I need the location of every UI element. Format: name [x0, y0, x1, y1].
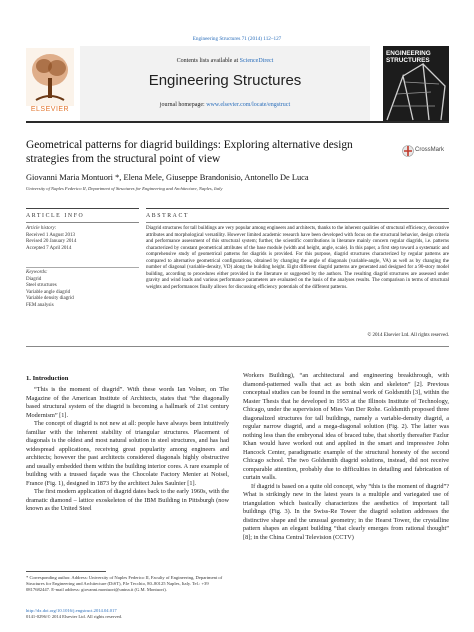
keyword-item: Diagrid [26, 276, 42, 282]
abstract-copyright: © 2014 Elsevier Ltd. All rights reserved. [367, 333, 449, 338]
footnote-rule [26, 571, 106, 572]
abstract-text: Diagrid structures for tall buildings are very popular among engineers and architects, thanks to the inherent qualities of structural efficiency, decorative attributes and morphological versatility. However limited academic research have been developed with focus on the structural behavior, design criteria and performance assessment of this structural system; further, the scientific contributions in literature mainly concern regular diagrids, i.e. patterns characterized by constant geometrical attributes of the base module (width and height, angle, scale). In this paper, a first step toward a systematic and comprehensive study of geometrical patterns for diagrids is provided. For this purpose, diagrid structures characterized by regular patterns are compared to alternative geometrical configurations, obtained by changing the angle of diagonals (variable-angle, VA) as well as by changing the number of diagonal (variable-density, VD) along the building height. Eight different diagrid patterns are generated and designed for a 90-story model building, according to procedures either provided in the literature or suggested by the authors. The resulting diagrid structures are assessed under gravity and wind loads and various performance parameters are evaluated on the basis of the analyses results. The comparison in terms of structural weights and performances finally allows for discussing efficiency potentials of the different patterns. [146, 226, 449, 290]
abstract-rule [146, 222, 449, 223]
header-divider [26, 121, 449, 123]
journal-homepage-line [80, 102, 370, 108]
paper-title: Geometrical patterns for diagrid buildings: Exploring alternative design strategies from the structural point of view [26, 139, 353, 165]
keyword-item: Variable density diagrid [26, 296, 74, 302]
body-column-left [26, 386, 229, 514]
keywords-block [26, 270, 139, 310]
author-affiliation: University of Naples Federico II, Department of Structures for Engineering and Architecture, Naples, Italy [26, 186, 223, 191]
homepage-link[interactable]: www.elsevier.com/locate/engstruct [206, 102, 291, 108]
abstract-top-rule [146, 208, 449, 209]
elsevier-tree-logo-icon [26, 48, 74, 106]
corresponding-author-footnote: * Corresponding author. Address: University of Naples Federico II, Faculty of Engineering, Department of Structures for Engineering and Architecture (DiST), P.le Tecchio, 80–80125 Naples, Italy. Tel.: +39 0817682447. E-mail address: giovanni.montuori@unina.it (G.M. Montuori). [26, 575, 223, 592]
history-accepted: Accepted 7 April 2014 [26, 245, 72, 251]
article-info-top-rule [26, 208, 139, 209]
body-paragraph: Workers Building), “an architectural and engineering breakthrough, with diamond-patterned walls that act as both skin and skeleton” [2]. Previous conceptual studies can be found in the seminal work of Goldsmith [3], within the Master Thesis that he developed in 1953 at the Illinois Institute of Technology, Chicago, under the supervision of Mies Van Der Rohe. Goldsmith proposed three diagonalized structures for tall buildings, namely a variable-density diagrid, a regular narrow diagrid, and a mega-diagonal solution (Fig. 2). The latter was nothing less than the embryonal idea of braced tube, that shortly thereafter Fazlur Khan would have worked out and applied in the smart and impressive John Hancock Center, paradigmatic example of the structural honesty of the second Chicago school. The two Goldsmith diagrid solutions, instead, did not receive comparable attention, probably due to difficulties in detailing and fabrication of curtain walls. [243, 372, 449, 481]
crossmark-icon[interactable] [402, 144, 414, 158]
contents-prefix: Contents lists available at [176, 58, 240, 64]
elsevier-wordmark: ELSEVIER [30, 106, 70, 113]
keyword-item: Variable angle diagrid [26, 289, 71, 295]
contents-available-line [80, 58, 370, 64]
journal-reference[interactable]: Engineering Structures 71 (2014) 112–127 [192, 36, 282, 42]
keyword-item: FEM analysis [26, 302, 54, 308]
sciencedirect-link[interactable]: ScienceDirect [239, 58, 274, 64]
doi-block [26, 608, 229, 620]
cover-title: ENGINEERING STRUCTURES [386, 50, 431, 64]
doi-link[interactable]: http://dx.doi.org/10.1016/j.engstruct.2014.04.017 [26, 608, 117, 613]
body-paragraph: If diagrid is based on a quite old concept, why “this is the moment of diagrid”? What is strikingly new in the latest years is a multiple and variegated use of triangulation which basically characterizes the aesthetics of important tall buildings (Fig. 3). In the Swiss-Re Tower the diagrid solution addresses the distinctive shape and the unusual geometry; in the Hearst Tower, the crystalline pattern shapes an elegant building “that clearly emerges from rational thought” [8]; in the China Central Television (CCTV) [243, 482, 449, 541]
abstract-bottom-rule [26, 346, 449, 347]
body-paragraph: “This is the moment of diagrid”. With these words Ian Volner, on The Magazine of the American Institute of Architects, states that “the diagonally based structural system of the diagrid is becoming a hallmark of 21st century Modernism” [1]. [26, 386, 229, 419]
article-info-rule [26, 222, 139, 223]
homepage-prefix: journal homepage: [159, 102, 207, 108]
journal-title: Engineering Structures [148, 72, 302, 89]
body-paragraph: The first modern application of diagrid dates back to the early 1960s, with the dramatic diamond – lattice exoskeleton of the IBM Building in Pittsburgh (now known as the United Steel [26, 488, 229, 512]
section-heading-introduction: 1. Introduction [26, 375, 69, 382]
history-received: Received 1 August 2013 [26, 232, 76, 238]
keywords-rule [26, 267, 139, 268]
article-history [26, 226, 139, 252]
author-list: Giovanni Maria Montuori *, Elena Mele, Giuseppe Brandonisio, Antonello De Luca [26, 173, 309, 182]
abstract-heading: ABSTRACT [146, 213, 190, 219]
keywords-heading: Keywords: [26, 270, 48, 275]
body-column-right [243, 372, 449, 542]
body-paragraph: The concept of diagrid is not new at all: people have always been intuitively familiar with the inherent stability of triangular structures. Placement of diagonals is the oldest and most natural solution in steel structures, and has had widespread applications, receiving great popularity among engineers and architects; however the past architects considered diagonals highly obstructive and usually embedded them within the building interior cores. A rare example of building with a trussed façade was the Chocolate Factory Menier at Noisel, France (Fig. 1), designed in 1873 by the architect Jules Saulnier [1]. [26, 420, 229, 487]
article-history-heading: Article history: [26, 226, 57, 231]
keyword-item: Steel structures [26, 283, 57, 289]
crossmark-label[interactable]: CrossMark [415, 147, 445, 153]
history-revised: Revised 20 January 2014 [26, 239, 77, 245]
issn-line: 0141-0296/© 2014 Elsevier Ltd. All rights reserved. [26, 614, 123, 619]
article-info-heading: ARTICLE INFO [26, 213, 85, 219]
